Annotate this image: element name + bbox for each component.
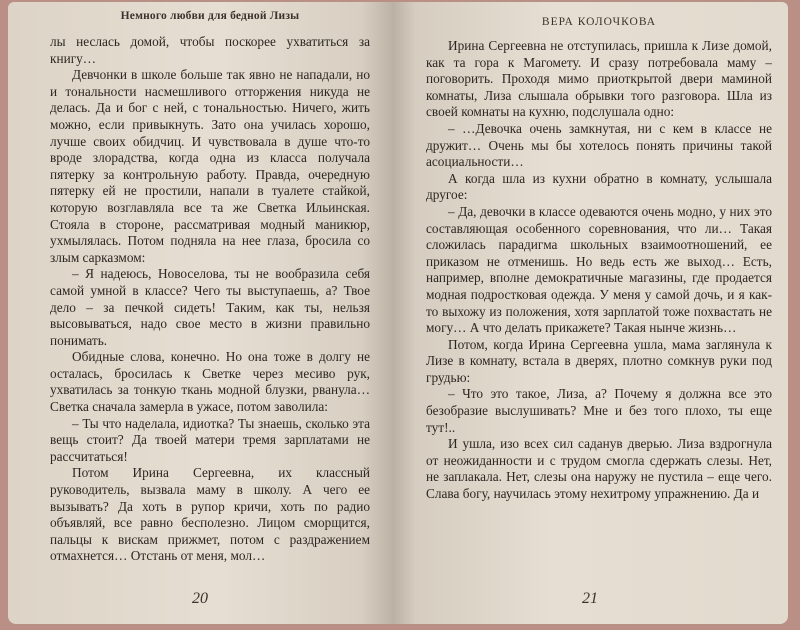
paragraph: – Да, девочки в классе одеваются очень модно, у них это составляющая особенного соревнования, что ли… Такая сложилась парадигма школьных взаимоотношений, ее приказом не отменишь. Но ведь есть же выход… Есть, например, вполне демократичные магазины, где продается модная подростковая одежда. У меня у самой дочь, и я как-то выхожу из положения, хотя зарплатой тоже похвастать не могу… А что делать прикажете? Такая нынче жизнь… [426,203,772,336]
left-page [8,2,392,624]
paragraph: Девчонки в школе больше так явно не нападали, но и тональности насмешливого отторжения никуда не делась. Да и бог с ней, с тональностью. Ничего, жить можно, если привыкнуть. Зато она училась хорошо, лучше своих обидчиц. И чувствовала в душе что-то вроде злорадства, когда одна из класса получала пятерку за контрольную работу. Правда, очередную пятерку ей не простили, напали в туалете стайкой, которую возглавляла все та же Светка Ильинская. Стояла в стороне, рассматривая модный маникюр, ухмылялась. Потом подняла на нее глаза, бросила со злым сарказмом: [50,67,370,265]
right-page [392,2,788,624]
paragraph: Потом Ирина Сергеевна, их классный руководитель, вызвала маму в школу. А чего ее вызывать? Да хоть в рупор кричи, хоть по радио объявляй, все равно бесполезно. Лицом сморщится, пальцы к вискам прижмет, потом с раздражением отмахнется… Отстань от меня, мол… [50,465,370,564]
page-number-right: 21 [582,590,598,607]
book-spread [8,2,788,627]
paragraph: – Что это такое, Лиза, а? Почему я должна все это безобразие выслушивать? Мне и без того плохо, ты еще тут!.. [426,386,772,435]
left-page-text [50,34,370,565]
paragraph: лы неслась домой, чтобы поскорее ухватиться за книгу… [50,34,370,66]
paragraph: – …Девочка очень замкнутая, ни с кем в классе не дружит… Очень мы бы хотелось понять причины такой асоциальности… [426,120,772,170]
running-header-author: ВЕРА КОЛОЧКОВА [541,16,657,28]
page-number-left: 20 [192,590,208,607]
paragraph: – Я надеюсь, Новоселова, ты не вообразила себя самой умной в классе? Чего ты выступаешь, а? Твое дело – за печкой сидеть! Таким, как ты, нельзя высовываться, надо свое место в жизни правильно понимать. [50,266,370,348]
paragraph: А когда шла из кухни обратно в комнату, услышала другое: [426,170,772,203]
paragraph: Ирина Сергеевна не отступилась, пришла к Лизе домой, как та гора к Магомету. И сразу потребовала маму – поговорить. Проходя мимо приоткрытой двери маминой комнаты, Лиза слышала обрывки того разговора. Шла из своей комнаты на кухню, подслушала одно: [426,38,772,120]
paragraph: – Ты что наделала, идиотка? Ты знаешь, сколько эта вещь стоит? Да твоей матери тремя зарплатами не рассчитаться! [50,415,370,464]
paragraph: Потом, когда Ирина Сергеевна ушла, мама заглянула к Лизе в комнату, встала в дверях, плотно сомкнув руки под грудью: [426,336,772,385]
right-page-text [426,38,772,503]
running-header-book-title: Немного любви для бедной Лизы [120,10,300,22]
paragraph: И ушла, изо всех сил саданув дверью. Лиза вздрогнула от неожиданности и с трудом смогла сдержать слезы. Нет, не заплакала. Нет, слезы она наружу не пустила – еще чего. Слава богу, научилась этому нехитрому упражнению. Да и [426,436,772,502]
paragraph: Обидные слова, конечно. Но она тоже в долгу не осталась, бросилась к Светке через месиво рук, ухватилась за тонкую ткань модной блузки, рванула… Светка сначала замерла в ужасе, потом заволила: [50,349,370,415]
